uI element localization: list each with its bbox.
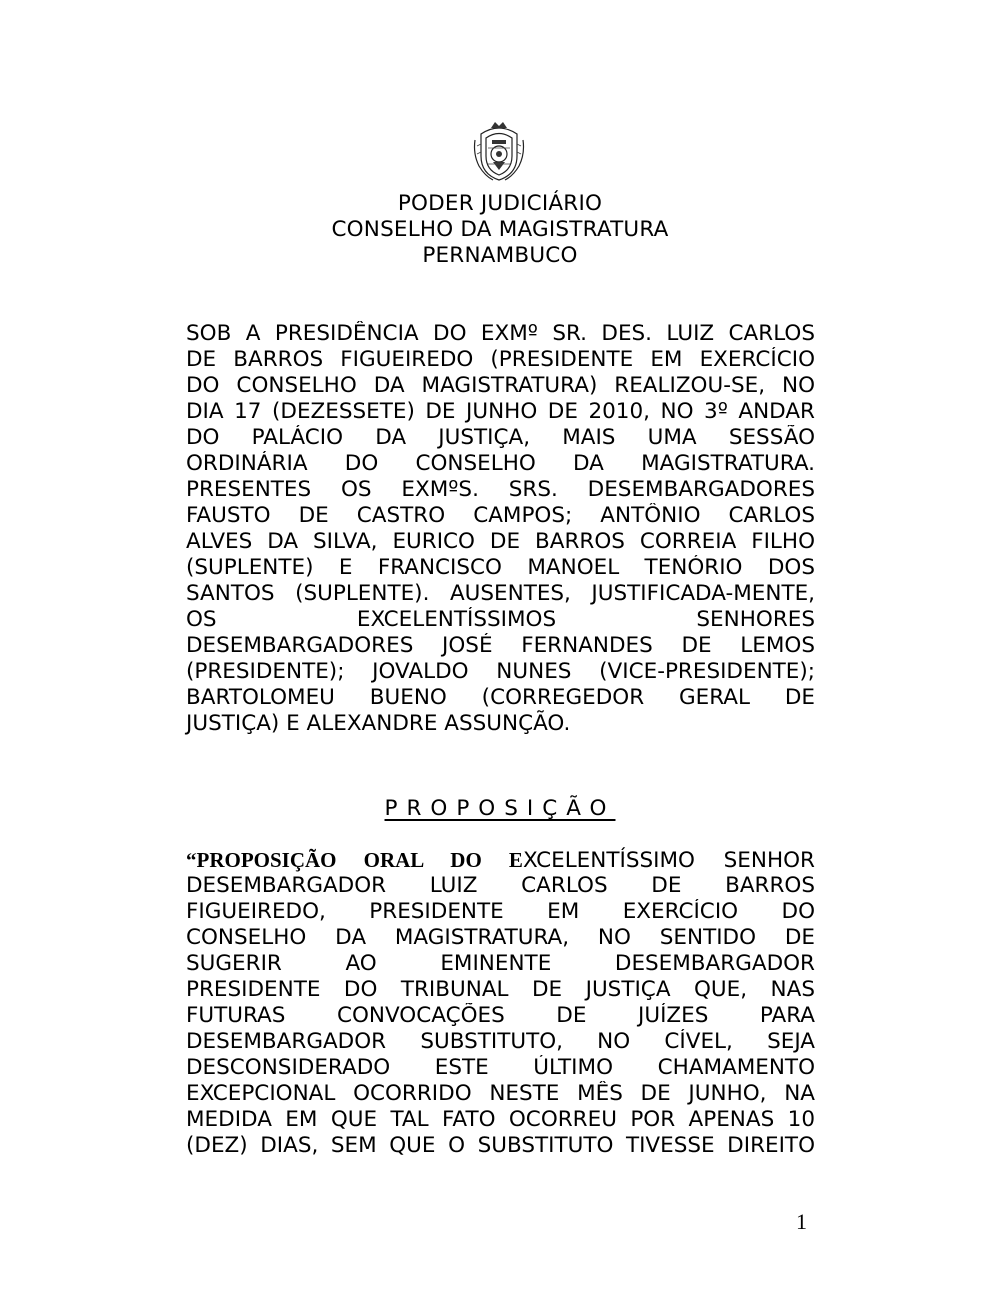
- proposal-line: DESEMBARGADOR LUIZ CARLOS DE BARROS: [186, 873, 815, 898]
- header-block: [250, 191, 750, 269]
- proposal-paragraph: [186, 847, 815, 1159]
- proposal-line: FIGUEIREDO, PRESIDENTE EM EXERCÍCIO DO: [186, 899, 815, 924]
- intro-line: DE BARROS FIGUEIREDO (PRESIDENTE EM EXERCÍCIO: [186, 347, 815, 372]
- intro-line: (SUPLENTE) E FRANCISCO MANOEL TENÓRIO DOS: [186, 555, 815, 580]
- intro-line: DESEMBARGADORES JOSÉ FERNANDES DE LEMOS: [186, 633, 815, 658]
- proposal-lead-rest: XCELENTÍSSIMO SENHOR: [522, 848, 815, 873]
- intro-line: JUSTIÇA) E ALEXANDRE ASSUNÇÃO.: [186, 711, 571, 736]
- proposal-line: PRESIDENTE DO TRIBUNAL DE JUSTIÇA QUE, NAS: [186, 977, 815, 1002]
- proposal-line: FUTURAS CONVOCAÇÕES DE JUÍZES PARA: [186, 1003, 815, 1028]
- header-conselho: CONSELHO DA MAGISTRATURA: [331, 217, 669, 242]
- page-number: 1: [796, 1209, 807, 1234]
- proposal-line-first: [186, 847, 815, 873]
- proposal-line: MEDIDA EM QUE TAL FATO OCORREU POR APENAS 10: [186, 1107, 815, 1132]
- proposal-line: (DEZ) DIAS, SEM QUE O SUBSTITUTO TIVESSE DIREITO: [186, 1133, 815, 1158]
- proposal-line: SUGERIR AO EMINENTE DESEMBARGADOR: [186, 951, 815, 976]
- intro-line: FAUSTO DE CASTRO CAMPOS; ANTÔNIO CARLOS: [186, 503, 815, 528]
- intro-line: ORDINÁRIA DO CONSELHO DA MAGISTRATURA.: [186, 451, 815, 476]
- intro-paragraph: [186, 321, 815, 737]
- intro-line: BARTOLOMEU BUENO (CORREGEDOR GERAL DE: [186, 685, 815, 710]
- intro-line: DO PALÁCIO DA JUSTIÇA, MAIS UMA SESSÃO: [186, 425, 815, 450]
- proposal-line: DESCONSIDERADO ESTE ÚLTIMO CHAMAMENTO: [186, 1055, 815, 1080]
- proposal-line: EXCEPCIONAL OCORRIDO NESTE MÊS DE JUNHO, NA: [186, 1081, 815, 1106]
- intro-line: (PRESIDENTE); JOVALDO NUNES (VICE-PRESIDENTE);: [186, 659, 815, 684]
- intro-line: ALVES DA SILVA, EURICO DE BARROS CORREIA FILHO: [186, 529, 815, 554]
- intro-line: DO CONSELHO DA MAGISTRATURA) REALIZOU-SE, NO: [186, 373, 815, 398]
- coat-of-arms-seal: [471, 120, 527, 184]
- proposal-line: DESEMBARGADOR SUBSTITUTO, NO CÍVEL, SEJA: [186, 1029, 815, 1054]
- intro-line: OS EXCELENTÍSSIMOS SENHORES: [186, 607, 815, 632]
- intro-line: DIA 17 (DEZESSETE) DE JUNHO DE 2010, NO 3º ANDAR: [186, 399, 815, 424]
- intro-line: PRESENTES OS EXMºS. SRS. DESEMBARGADORES: [186, 477, 815, 502]
- intro-line: SOB A PRESIDÊNCIA DO EXMº SR. DES. LUIZ CARLOS: [186, 321, 815, 346]
- proposal-lead-bold: “PROPOSIÇÃO ORAL DO E: [186, 848, 523, 872]
- section-title: PROPOSIÇÃO: [384, 796, 616, 821]
- proposal-line: CONSELHO DA MAGISTRATURA, NO SENTIDO DE: [186, 925, 815, 950]
- intro-line: SANTOS (SUPLENTE). AUSENTES, JUSTIFICADA-MENTE,: [186, 581, 815, 606]
- header-poder-judiciario: PODER JUDICIÁRIO: [397, 191, 603, 216]
- header-estado: PERNAMBUCO: [422, 243, 578, 268]
